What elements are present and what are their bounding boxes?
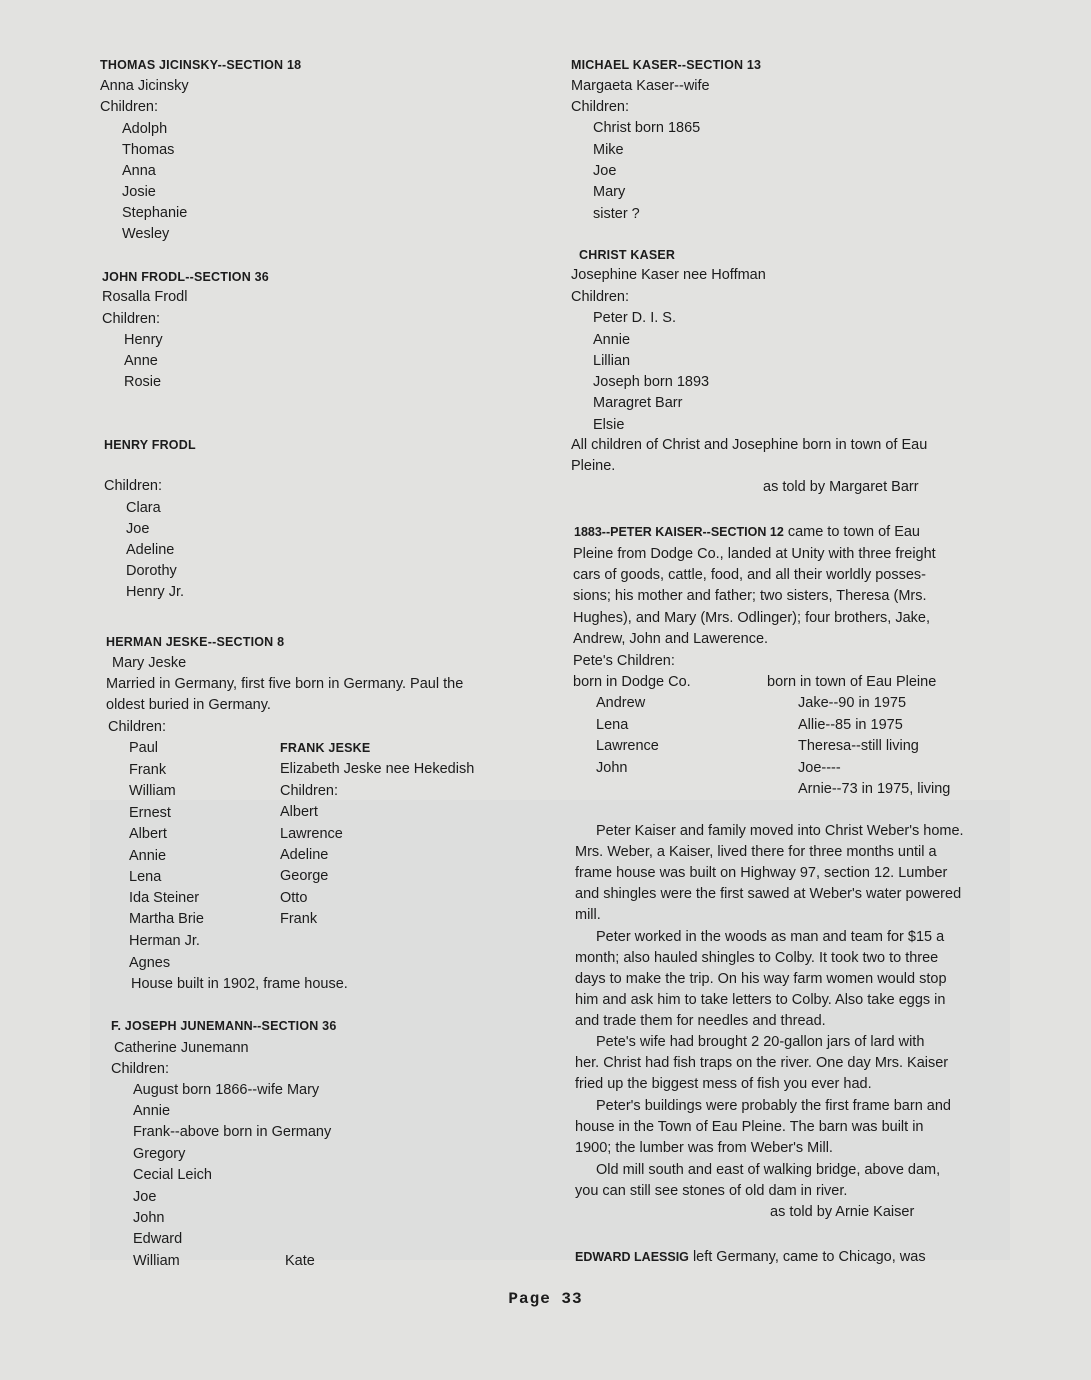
list-item: Annie [133,1103,171,1119]
list-item: Lawrence [280,826,343,842]
list-item: Joe---- [798,760,841,776]
list-item: William [129,783,176,799]
list-item: Otto [280,890,308,906]
christ-kaser-note: All children of Christ and Josephine born in town of Eau [571,437,928,453]
list-item: Agnes [129,955,171,971]
paragraph-line: fried up the biggest mess of fish you ever had. [575,1076,872,1092]
peter-kaiser-intro-line: cars of goods, cattle, food, and all their worldly posses- [573,567,927,583]
list-item: Martha Brie [129,911,204,927]
paragraph-line: Peter worked in the woods as man and team for $15 a [596,929,945,945]
herman-jeske-note: oldest buried in Germany. [106,697,271,713]
list-item: Allie--85 in 1975 [798,717,903,733]
list-item: Frank--above born in Germany [133,1124,332,1140]
list-item: Christ born 1865 [593,120,701,136]
henry-frodl-children-label: Children: [104,478,163,494]
junemann-heading: F. JOSEPH JUNEMANN--SECTION 36 [111,1019,337,1033]
john-frodl-wife: Rosalla Frodl [102,289,188,305]
paragraph-line: her. Christ had fish traps on the river. One day Mrs. Kaiser [575,1055,949,1071]
junemann-children-label: Children: [111,1061,170,1077]
list-item: Anna [122,163,156,179]
list-item: Cecial Leich [133,1167,212,1183]
list-item: Albert [280,804,318,820]
herman-jeske-children-label: Children: [108,719,167,735]
list-item: Thomas [122,142,175,158]
paragraph-line: month; also hauled shingles to Colby. It took two to three [575,950,939,966]
list-item: Clara [126,500,161,516]
michael-kaser-wife: Margaeta Kaser--wife [571,78,710,94]
list-item: Kate [285,1253,315,1269]
list-item: Henry [124,332,163,348]
list-item: Albert [129,826,167,842]
list-item: Anne [124,353,158,369]
list-item: Paul [129,740,159,756]
paragraph-line: frame house was built on Highway 97, section 12. Lumber [575,865,948,881]
list-item: John [596,760,628,776]
list-item: George [280,868,329,884]
frank-jeske-heading: FRANK JESKE [280,741,371,755]
list-item: Herman Jr. [129,933,200,949]
paragraph-line: mill. [575,907,601,923]
list-item: William [133,1253,180,1269]
michael-kaser-children-label: Children: [571,99,630,115]
list-item: Maragret Barr [593,395,683,411]
list-item: Wesley [122,226,170,242]
list-item: Mary [593,184,626,200]
paragraph-line: days to make the trip. On his way farm women would stop [575,971,947,987]
herman-jeske-house-note: House built in 1902, frame house. [131,976,348,992]
michael-kaser-heading: MICHAEL KASER--SECTION 13 [571,58,762,72]
list-item: Adolph [122,121,168,137]
list-item: Adeline [280,847,329,863]
paragraph-line: Peter Kaiser and family moved into Christ Weber's home. [596,823,964,839]
list-item: Gregory [133,1146,186,1162]
list-item: Dorothy [126,563,177,579]
list-item: Jake--90 in 1975 [798,695,907,711]
list-item: Andrew [596,695,646,711]
list-item: Adeline [126,542,175,558]
paragraph-line: Pete's wife had brought 2 20-gallon jars of lard with [596,1034,925,1050]
paragraph-line: you can still see stones of old dam in river. [575,1183,848,1199]
list-item: Joe [133,1189,157,1205]
john-frodl-heading: JOHN FRODL--SECTION 36 [102,270,269,284]
list-item: Lena [596,717,629,733]
list-item: Rosie [124,374,162,390]
list-item: Peter D. I. S. [593,310,676,326]
list-item: Arnie--73 in 1975, living [798,781,951,797]
laessig-entry: EDWARD LAESSIG left Germany, came to Chicago, was [575,1249,926,1265]
junemann-wife: Catherine Junemann [114,1040,249,1056]
laessig-heading: EDWARD LAESSIG [575,1250,689,1264]
peter-kaiser-intro-line: Pleine from Dodge Co., landed at Unity with three freight [573,546,936,562]
paragraph-line: house in the Town of Eau Pleine. The barn was built in [575,1119,924,1135]
list-item: Ernest [129,805,171,821]
paragraph-line: him and ask him to take letters to Colby. Also take eggs in [575,992,946,1008]
eau-pleine-column-heading: born in town of Eau Pleine [767,674,937,690]
list-item: August born 1866--wife Mary [133,1082,320,1098]
list-item: Lillian [593,353,631,369]
jicinsky-heading: THOMAS JICINSKY--SECTION 18 [100,58,302,72]
list-item: Joe [126,521,150,537]
peter-kaiser-intro: 1883--PETER KAISER--SECTION 12 came to town of Eau [574,524,920,540]
jicinsky-children-label: Children: [100,99,159,115]
list-item: Lena [129,869,162,885]
list-item: Annie [129,848,167,864]
paragraph-line: and shingles were the first sawed at Weber's water powered [575,886,962,902]
christ-kaser-children-label: Children: [571,289,630,305]
list-item: Mike [593,142,624,158]
list-item: Ida Steiner [129,890,200,906]
list-item: Joseph born 1893 [593,374,710,390]
list-item: Henry Jr. [126,584,185,600]
list-item: Frank [280,911,318,927]
list-item: Theresa--still living [798,738,919,754]
list-item: Frank [129,762,167,778]
herman-jeske-note: Married in Germany, first five born in Germany. Paul the [106,676,464,692]
paragraph-line: Old mill south and east of walking bridge, above dam, [596,1162,941,1178]
paragraph-line: and trade them for needles and thread. [575,1013,826,1029]
peter-kaiser-intro-line: sions; his mother and father; two sisters, Theresa (Mrs. [573,588,927,604]
jicinsky-wife: Anna Jicinsky [100,78,189,94]
list-item: Edward [133,1231,183,1247]
frank-jeske-children-label: Children: [280,783,339,799]
list-item: Stephanie [122,205,188,221]
paragraph-line: Peter's buildings were probably the first frame barn and [596,1098,951,1114]
page-number: Page 33 [508,1290,583,1308]
christ-kaser-wife: Josephine Kaser nee Hoffman [571,267,766,283]
christ-kaser-note: Pleine. [571,458,616,474]
list-item: Annie [593,332,631,348]
peter-children-label: Pete's Children: [573,653,675,669]
herman-jeske-wife: Mary Jeske [112,655,187,671]
paragraph-line: 1900; the lumber was from Weber's Mill. [575,1140,833,1156]
list-item: Josie [122,184,156,200]
list-item: John [133,1210,165,1226]
list-item: sister ? [593,206,640,222]
henry-frodl-heading: HENRY FRODL [104,438,196,452]
list-item: Lawrence [596,738,659,754]
christ-kaser-heading: CHRIST KASER [579,248,676,262]
john-frodl-children-label: Children: [102,311,161,327]
peter-kaiser-credit: as told by Arnie Kaiser [770,1204,915,1220]
paragraph-line: Mrs. Weber, a Kaiser, lived there for three months until a [575,844,937,860]
peter-kaiser-heading: 1883--PETER KAISER--SECTION 12 [574,525,784,539]
christ-kaser-credit: as told by Margaret Barr [763,479,919,495]
herman-jeske-heading: HERMAN JESKE--SECTION 8 [106,635,285,649]
peter-kaiser-intro-line: Andrew, John and Lawerence. [573,631,769,647]
frank-jeske-wife: Elizabeth Jeske nee Hekedish [280,761,475,777]
peter-kaiser-intro-line: Hughes), and Mary (Mrs. Odlinger); four brothers, Jake, [573,610,930,626]
list-item: Elsie [593,417,625,433]
dodge-column-heading: born in Dodge Co. [573,674,691,690]
list-item: Joe [593,163,617,179]
